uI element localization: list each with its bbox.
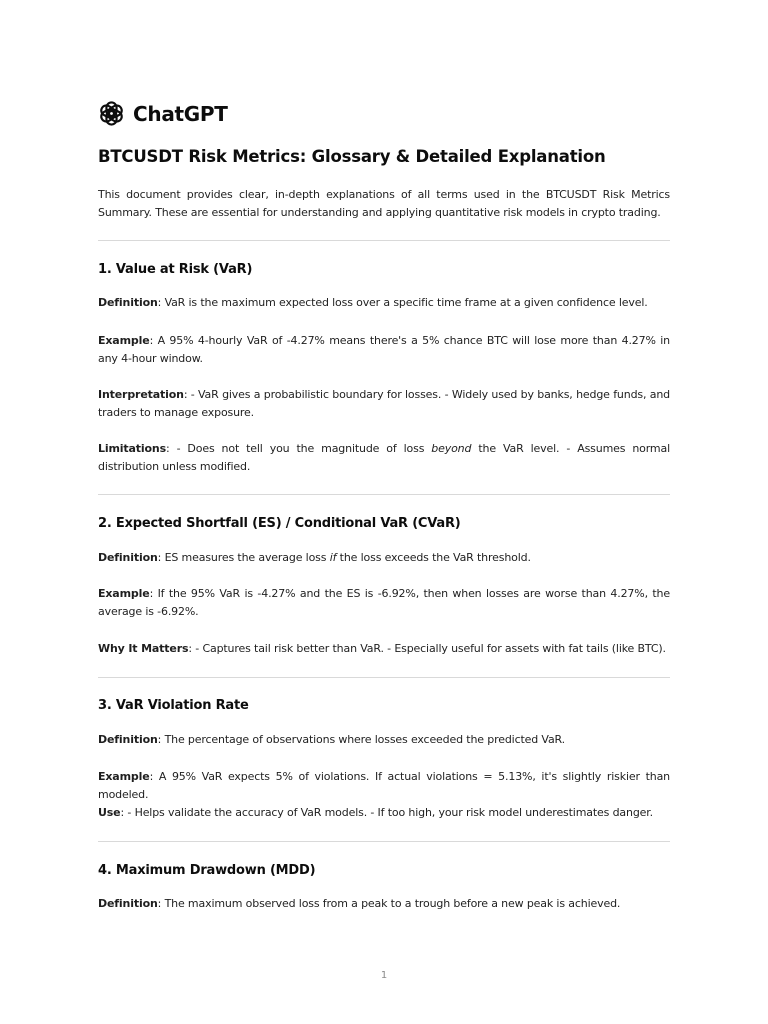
var-example [98,332,670,367]
var-interpretation [98,386,670,421]
definition-text: : ES measures the average loss [157,551,330,564]
why-label: Why It Matters [98,642,189,655]
limitations-emphasis: beyond [431,442,472,455]
use-text: : - Helps validate the accuracy of VaR models. - If too high, your risk model underestimates danger. [120,806,653,819]
definition-emphasis: if [329,551,337,564]
definition-text: : The maximum observed loss from a peak to a trough before a new peak is achieved. [157,897,621,910]
document-title: BTCUSDT Risk Metrics: Glossary & Detailed Explanation [98,147,606,166]
example-label: Example [98,770,150,783]
var-limitations [98,440,670,475]
section-heading-mdd: 4. Maximum Drawdown (MDD) [98,863,316,878]
section-heading-var: 1. Value at Risk (VaR) [98,262,253,277]
section-divider [98,494,670,495]
definition-label: Definition [98,733,158,746]
page-number: 1 [380,970,388,981]
section-divider [98,841,670,842]
section-divider [98,240,670,241]
brand-header [98,100,228,127]
interpretation-label: Interpretation [98,388,184,401]
example-label: Example [98,587,150,600]
openai-logo-icon [98,100,125,127]
violation-use [98,804,670,822]
definition-text: : VaR is the maximum expected loss over a specific time frame at a given confidence level. [157,296,648,309]
es-why-it-matters [98,640,670,658]
use-label: Use [98,806,121,819]
intro-paragraph: This document provides clear, in-depth explanations of all terms used in the BTCUSDT Risk Metrics Summary. These are essential for understanding and applying quantitative risk models in crypto trading. [98,188,670,219]
es-definition [98,549,670,567]
var-definition [98,294,670,312]
limitations-label: Limitations [98,442,167,455]
section-heading-es: 2. Expected Shortfall (ES) / Conditional VaR (CVaR) [98,516,461,531]
section-divider [98,677,670,678]
definition-text: : The percentage of observations where losses exceeded the predicted VaR. [157,733,565,746]
why-text: : - Captures tail risk better than VaR. - Especially useful for assets with fat tails (like BTC). [188,642,666,655]
definition-label: Definition [98,897,158,910]
example-text: : A 95% VaR expects 5% of violations. If actual violations = 5.13%, it's slightly riskier than modeled. [98,770,670,801]
violation-definition [98,731,670,749]
definition-text-end: the loss exceeds the VaR threshold. [336,551,531,564]
definition-label: Definition [98,296,158,309]
example-text: : If the 95% VaR is -4.27% and the ES is -6.92%, then when losses are worse than 4.27%, the average is -6.92%. [98,587,670,618]
violation-example [98,768,670,803]
interpretation-text: : - VaR gives a probabilistic boundary for losses. - Widely used by banks, hedge funds, and traders to manage exposure. [98,388,670,419]
mdd-definition [98,895,670,913]
example-text: : A 95% 4-hourly VaR of -4.27% means there's a 5% chance BTC will lose more than 4.27% in any 4-hour window. [98,334,670,365]
limitations-text: : - Does not tell you the magnitude of loss [166,442,432,455]
section-heading-violation-rate: 3. VaR Violation Rate [98,698,249,713]
limitations-text-end: the VaR level. - Assumes normal distribution unless modified. [98,442,670,473]
definition-label: Definition [98,551,158,564]
example-label: Example [98,334,150,347]
es-example [98,585,670,620]
brand-name: ChatGPT [133,101,228,126]
